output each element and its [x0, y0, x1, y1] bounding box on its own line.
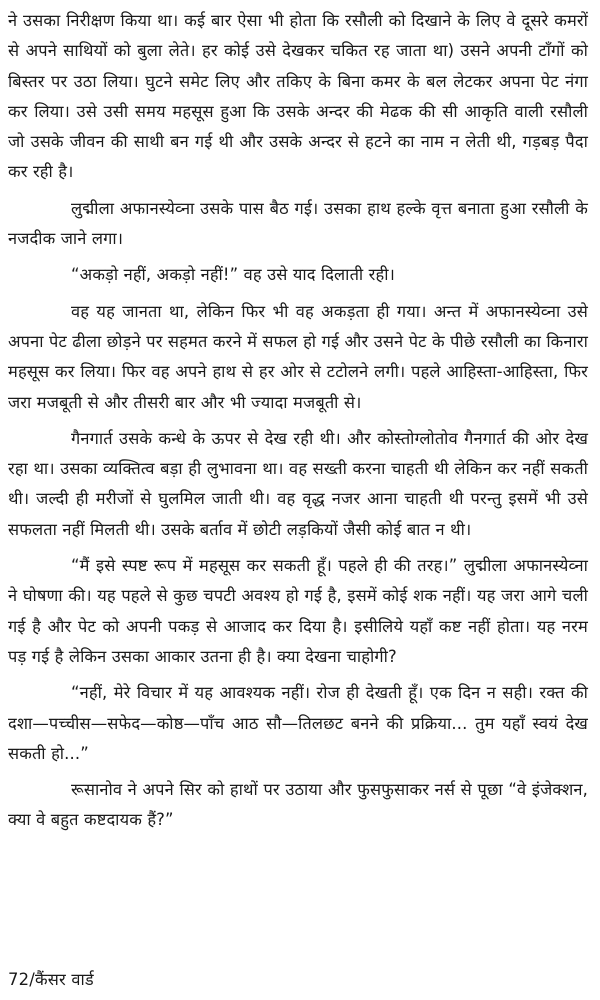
page-body — [8, 6, 588, 842]
paragraph-1: ने उसका निरीक्षण किया था। कई बार ऐसा भी होता कि रसौली को दिखाने के लिए वे दूसरे कमरों से अपने साथियों को बुला लेते। हर कोई उसे देखकर चकित रह जाता था) उसने अपनी टाँगों को बिस्तर पर उठा लिया। घुटने समेट लिए और तकिए के बिना कमर के बल लेटकर अपना पेट नंगा कर लिया। उसे उसी समय महसूस हुआ कि उसके अन्दर की मेढक की सी आकृति वाली रसौली जो उसके जीवन की साथी बन गई थी और उसके अन्दर से हटने का नाम न लेती थी, गड़बड़ पैदा कर रही है। — [8, 11, 588, 182]
paragraph-6: “मैं इसे स्पष्ट रूप में महसूस कर सकती हूँ। पहले ही की तरह।” लुद्मीला अफानस्येव्ना ने घोषणा की। यह पहले से कुछ चपटी अवश्य हो गई है, इसमें कोई शक नहीं। यह जरा आगे चली गई है और पेट को अपनी पकड़ से आजाद कर दिया है। इसीलिये यहाँ कष्ट नहीं होता। यह नरम पड़ गई है लेकिन उसका आकार उतना ही है। क्या देखना चाहोगी? — [8, 556, 588, 666]
paragraph-8: रूसानोव ने अपने सिर को हाथों पर उठाया और फुसफुसाकर नर्स से पूछा “वे इंजेक्शन, क्या वे बहुत कष्टदायक हैं?” — [8, 780, 588, 830]
paragraph-2: लुद्मीला अफानस्येव्ना उसके पास बैठ गई। उसका हाथ हल्के वृत्त बनाता हुआ रसौली के नजदीक जाने लगा। — [8, 198, 588, 249]
paragraph-3: “अकड़ो नहीं, अकड़ो नहीं!” वह उसे याद दिलाती रही। — [71, 265, 395, 285]
paragraph-5: गैनगार्त उसके कन्धे के ऊपर से देख रही थी। और कोस्तोग्लोतोव गैनगार्त की ओर देख रहा था। उसका व्यक्तित्व बड़ा ही लुभावना था। वह सख्ती करना चाहती थी लेकिन कर नहीं सकती थी। जल्दी ही मरीजों से घुलमिल जाती थी। वह वृद्ध नजर आना चाहती थी परन्तु इसमें भी उसे सफलता नहीं मिलती थी। उसके बर्ताव में छोटी लड़कियों जैसी कोई बात न थी। — [8, 428, 588, 539]
page-footer-label: 72/कैंसर वार्ड — [8, 970, 94, 989]
paragraph-4: वह यह जानता था, लेकिन फिर भी वह अकड़ता ही गया। अन्त में अफानस्येव्ना उसे अपना पेट ढीला छोड़ने पर सहमत करने में सफल हो गई और उसने पेट के पीछे रसौली का किनारा महसूस कर लिया। फिर वह अपने हाथ से हर ओर से टटोलने लगी। पहले आहिस्ता-आहिस्ता, फिर जरा मजबूती से और तीसरी बार और भी ज्यादा मजबूती से। — [8, 301, 588, 412]
paragraph-7: “नहीं, मेरे विचार में यह आवश्यक नहीं। रोज ही देखती हूँ। एक दिन न सही। रक्त की दशा—पच्चीस—सफेद—कोष्ठ—पाँच आठ सौ—तिलछट बनने की प्रक्रिया... तुम यहाँ स्वयं देख सकती हो...” — [8, 683, 588, 763]
